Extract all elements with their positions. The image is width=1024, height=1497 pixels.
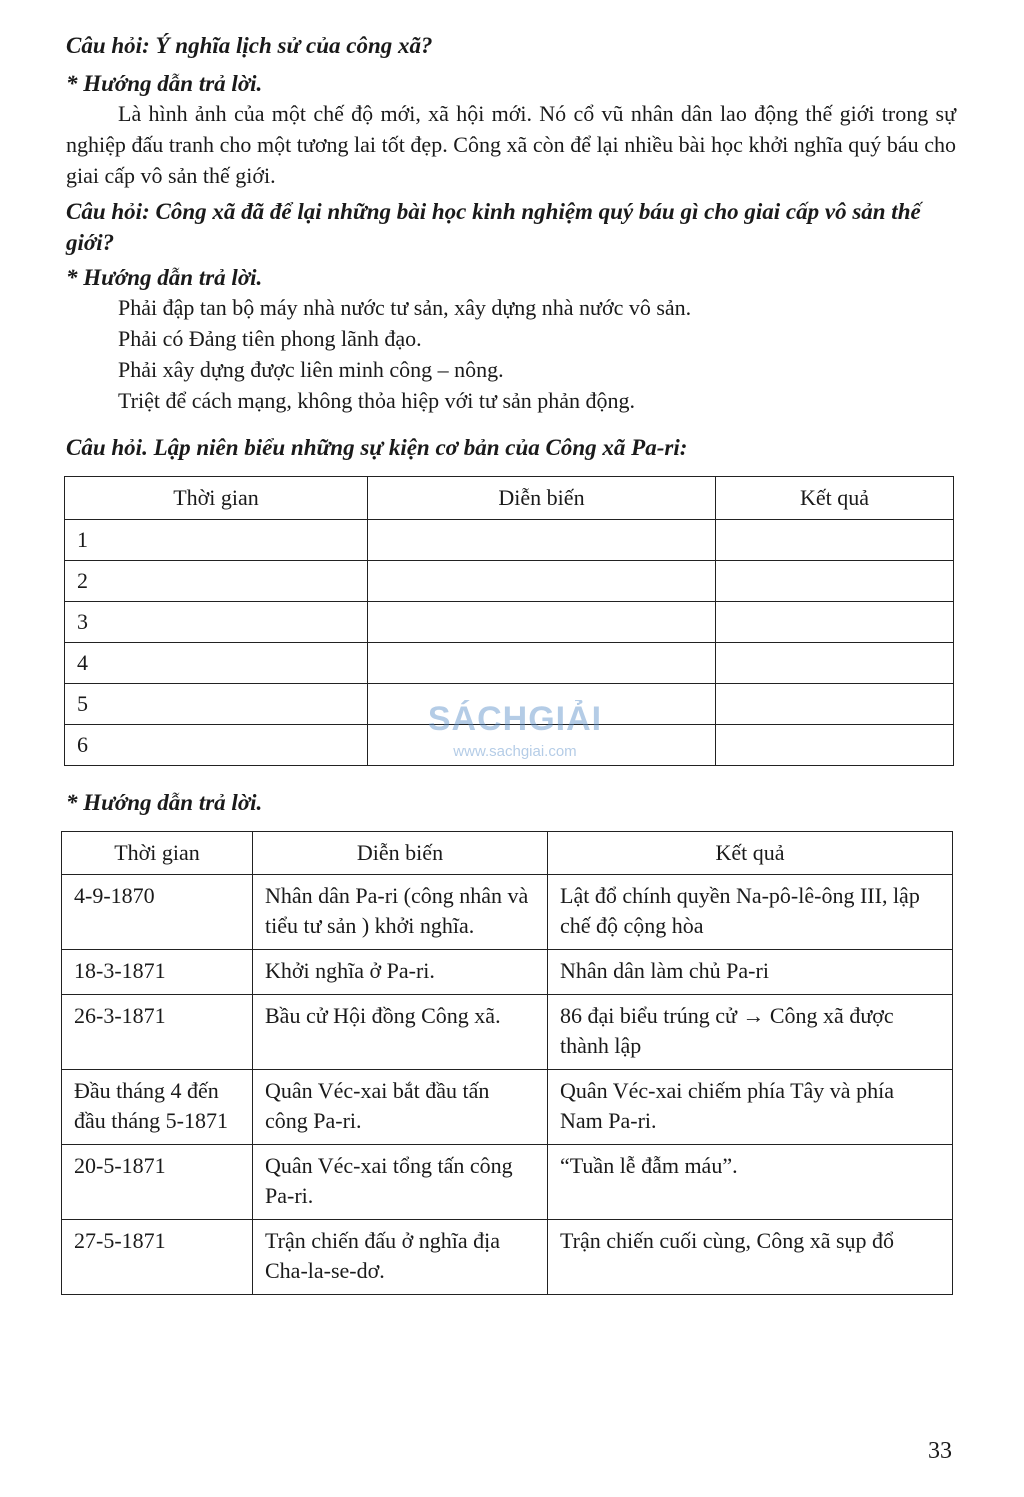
table-row bbox=[62, 875, 953, 950]
cell-event: Nhân dân Pa-ri (công nhân và tiểu tư sản ) khởi nghĩa. bbox=[253, 875, 548, 950]
blank-cell bbox=[716, 643, 954, 684]
blank-cell bbox=[716, 520, 954, 561]
table-header-row bbox=[62, 832, 953, 875]
table-row bbox=[62, 995, 953, 1070]
page-number: 33 bbox=[928, 1438, 952, 1464]
blank-cell bbox=[368, 602, 716, 643]
table-row bbox=[62, 1145, 953, 1220]
cell-event: Quân Véc-xai tổng tấn công Pa-ri. bbox=[253, 1145, 548, 1220]
row-number: 2 bbox=[65, 561, 368, 602]
cell-result: Quân Véc-xai chiếm phía Tây và phía Nam Pa-ri. bbox=[548, 1070, 953, 1145]
table-header-row bbox=[65, 477, 954, 520]
cell-event: Trận chiến đấu ở nghĩa địa Cha-la-se-dơ. bbox=[253, 1220, 548, 1295]
question-3: Câu hỏi. Lập niên biểu những sự kiện cơ bản của Công xã Pa-ri: bbox=[66, 435, 688, 460]
header-time: Thời gian bbox=[62, 832, 253, 875]
table-row bbox=[65, 643, 954, 684]
blank-cell bbox=[716, 561, 954, 602]
blank-cell bbox=[368, 643, 716, 684]
header-events: Diễn biến bbox=[253, 832, 548, 875]
table-row bbox=[65, 561, 954, 602]
blank-cell bbox=[368, 520, 716, 561]
table-row bbox=[62, 1220, 953, 1295]
cell-result: Nhân dân làm chủ Pa-ri bbox=[548, 950, 953, 995]
answer-paragraph-1 bbox=[66, 98, 956, 191]
cell-time: 18-3-1871 bbox=[62, 950, 253, 995]
question-1: Câu hỏi: Ý nghĩa lịch sử của công xã? bbox=[66, 33, 433, 58]
cell-time: 26-3-1871 bbox=[62, 995, 253, 1070]
lesson-line: Phải đập tan bộ máy nhà nước tư sản, xây dựng nhà nước vô sản. bbox=[118, 295, 692, 320]
lesson-line: Triệt để cách mạng, không thỏa hiệp với tư sản phản động. bbox=[118, 388, 636, 413]
lesson-line: Phải có Đảng tiên phong lãnh đạo. bbox=[118, 326, 422, 351]
cell-result: Lật đổ chính quyền Na-pô-lê-ông III, lập chế độ cộng hòa bbox=[548, 875, 953, 950]
row-number: 6 bbox=[65, 725, 368, 766]
watermark-name: SÁCHGIẢI bbox=[427, 700, 603, 738]
cell-time: 27-5-1871 bbox=[62, 1220, 253, 1295]
cell-result: “Tuần lễ đẫm máu”. bbox=[548, 1145, 953, 1220]
cell-time: 4-9-1870 bbox=[62, 875, 253, 950]
question-2: Câu hỏi: Công xã đã để lại những bài học kinh nghiệm quý báu gì cho giai cấp vô sản thế giới? bbox=[66, 199, 921, 255]
answer-text-1: Là hình ảnh của một chế độ mới, xã hội mới. Nó cổ vũ nhân dân lao động thế giới trong sự nghiệp đấu tranh cho một tương lai tốt đẹp. Công xã còn để lại nhiều bài học khởi nghĩa quý báu cho giai cấp vô sản thế giới. bbox=[66, 101, 956, 188]
blank-cell bbox=[716, 602, 954, 643]
header-result: Kết quả bbox=[548, 832, 953, 875]
blank-cell bbox=[368, 561, 716, 602]
lesson-line: Phải xây dựng được liên minh công – nông. bbox=[118, 357, 504, 382]
blank-cell bbox=[716, 725, 954, 766]
row-number: 1 bbox=[65, 520, 368, 561]
cell-result: Trận chiến cuối cùng, Công xã sụp đổ bbox=[548, 1220, 953, 1295]
cell-time: 20-5-1871 bbox=[62, 1145, 253, 1220]
row-number: 3 bbox=[65, 602, 368, 643]
table-row bbox=[62, 950, 953, 995]
cell-time: Đầu tháng 4 đến đầu tháng 5-1871 bbox=[62, 1070, 253, 1145]
header-time: Thời gian bbox=[65, 477, 368, 520]
table-row bbox=[65, 602, 954, 643]
guide-heading-2: * Hướng dẫn trả lời. bbox=[66, 265, 263, 290]
row-number: 5 bbox=[65, 684, 368, 725]
cell-event: Bầu cử Hội đồng Công xã. bbox=[253, 995, 548, 1070]
row-number: 4 bbox=[65, 643, 368, 684]
table-row bbox=[62, 1070, 953, 1145]
header-events: Diễn biến bbox=[368, 477, 716, 520]
watermark bbox=[410, 700, 620, 800]
table-row bbox=[65, 520, 954, 561]
watermark-url: www.sachgiai.com bbox=[453, 743, 577, 760]
cell-event: Quân Véc-xai bắt đầu tấn công Pa-ri. bbox=[253, 1070, 548, 1145]
guide-heading-1: * Hướng dẫn trả lời. bbox=[66, 71, 263, 96]
cell-event: Khởi nghĩa ở Pa-ri. bbox=[253, 950, 548, 995]
answer-chronology-table bbox=[61, 831, 953, 1295]
cell-result: 86 đại biểu trúng cử → Công xã được thành lập bbox=[548, 995, 953, 1070]
header-result: Kết quả bbox=[716, 477, 954, 520]
blank-cell bbox=[716, 684, 954, 725]
guide-heading-3: * Hướng dẫn trả lời. bbox=[66, 790, 263, 815]
